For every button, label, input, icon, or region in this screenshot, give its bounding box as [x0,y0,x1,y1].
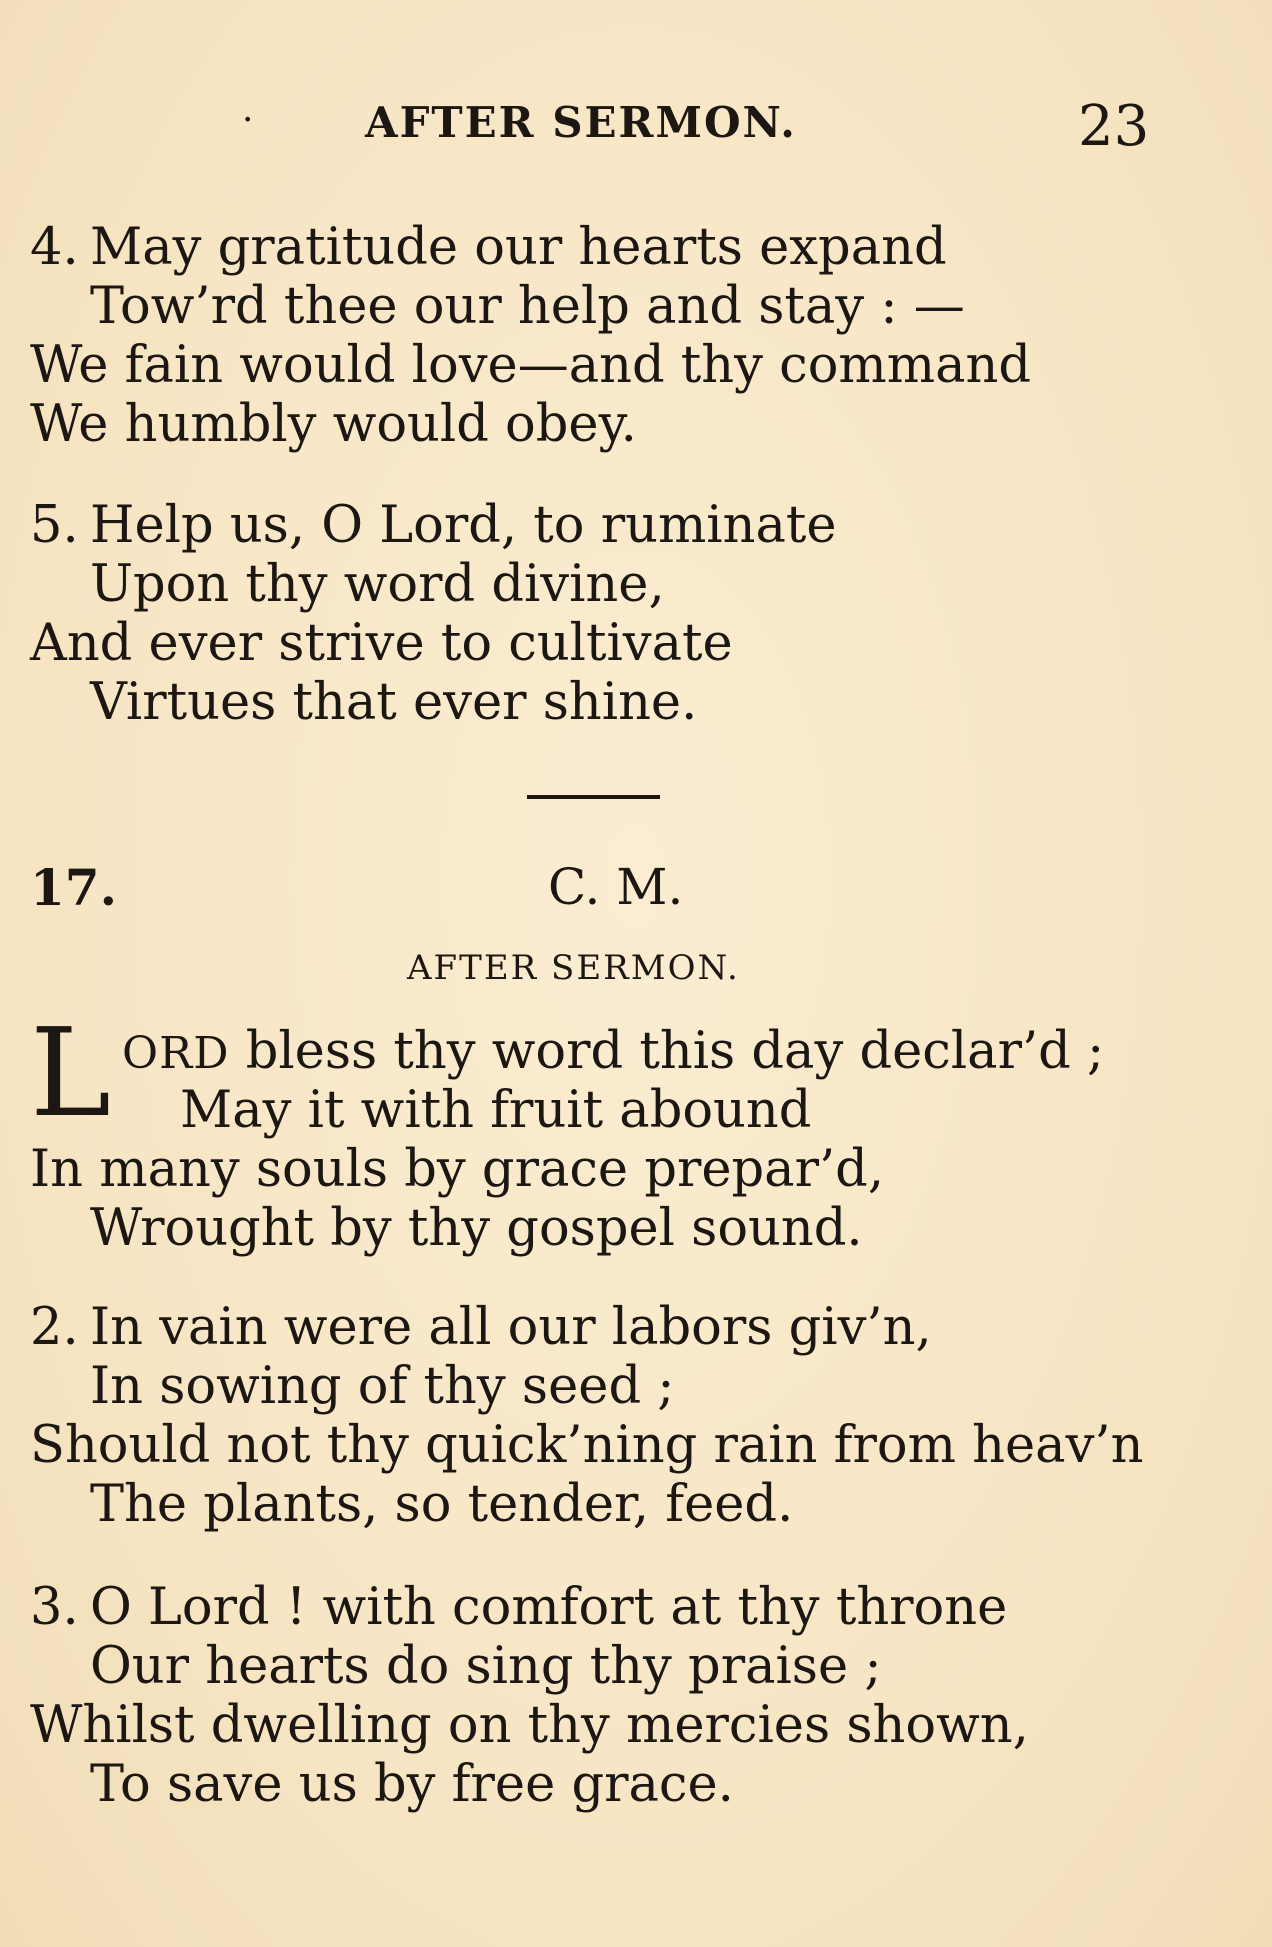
running-head: AFTER SERMON. [365,98,797,147]
stanza-line: And ever strive to cultivate [30,614,733,673]
stanza-line: To save us by free grace. [90,1755,734,1814]
stanza-line: Virtues that ever shine. [90,673,698,732]
stanza-line: 2. In vain were all our labors giv’n, [30,1298,932,1357]
stanza-line: In many souls by grace prepar’d, [30,1140,885,1199]
stanza-line: 5. Help us, O Lord, to ruminate [30,496,837,555]
hymn-number: 17. [30,858,117,917]
stanza-1-rest [30,1140,884,1258]
header-dot: · [242,100,254,141]
stanza-5 [30,496,837,732]
stanza-number: 5. [30,496,79,555]
stanza-line: 3. O Lord ! with comfort at thy throne [30,1578,1008,1637]
stanza-line: 4. May gratitude our hearts expand [30,218,947,277]
stanza-line: Our hearts do sing thy praise ; [90,1637,882,1696]
stanza-number: 4. [30,218,79,277]
stanza-line: Whilst dwelling on thy mercies shown, [30,1696,1029,1755]
hymn-stanza-3 [30,1578,1029,1814]
hymn-subtitle: AFTER SERMON. [407,948,740,988]
first-line [122,1022,1104,1083]
stanza-line: In sowing of thy seed ; [90,1357,675,1416]
stanza-line: Tow’rd thee our help and stay : — [90,277,965,336]
stanza-line: Should not thy quick’ning rain from heav’n [30,1416,1144,1475]
stanza-number: 2. [30,1298,79,1357]
stanza-line: The plants, so tender, feed. [90,1475,794,1534]
stanza-line: Upon thy word divine, [90,555,665,614]
first-line-text: bless thy word this day declar’d ; [245,1022,1105,1081]
section-divider [527,795,660,799]
stanza-line: We fain would love—and thy command [30,336,1032,395]
stanza-number: 3. [30,1578,79,1637]
hymn-stanza-2 [30,1298,1143,1534]
stanza-line: Wrought by thy gospel sound. [90,1199,863,1258]
page-number: 23 [1078,94,1150,159]
first-line-caps: ORD [122,1028,230,1079]
stanza-line: May it with fruit abound [180,1081,812,1140]
hymn-meter: C. M. [548,858,684,916]
stanza-4 [30,218,1031,454]
stanza-line: We humbly would obey. [30,395,637,454]
drop-cap: L [30,1002,112,1144]
